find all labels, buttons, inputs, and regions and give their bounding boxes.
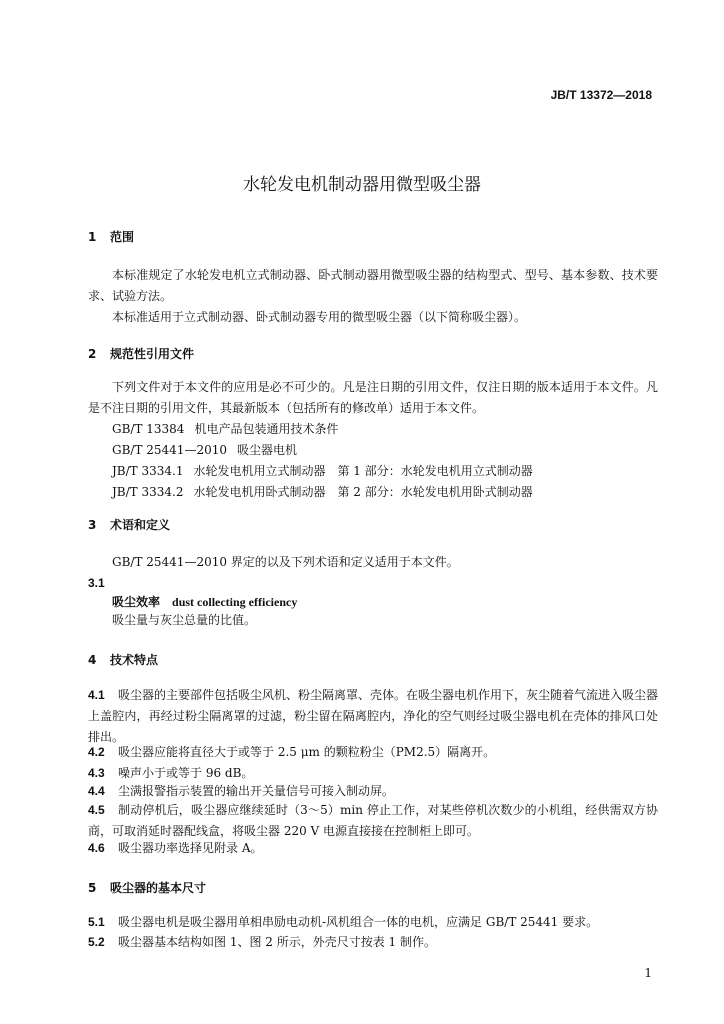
clause-item xyxy=(88,685,658,748)
term-number: 3.1 xyxy=(88,576,105,590)
section-number: 5 xyxy=(88,881,97,895)
clause-text: 吸尘器应能将直径大于或等于 2.5 μm 的颗粒粉尘（PM2.5）隔离开。 xyxy=(118,745,496,759)
reference-title: 水轮发电机用卧式制动器 第 2 部分：水轮发电机用卧式制动器 xyxy=(193,485,533,499)
clause-number: 4.5 xyxy=(88,803,105,817)
clause-text: 吸尘器电机是吸尘器用单相串励电动机-风机组合一体的电机，应满足 GB/T 25441 要求。 xyxy=(118,915,599,929)
section-1-paragraph-1: 本标准规定了水轮发电机立式制动器、卧式制动器用微型吸尘器的结构型式、型号、基本参数、技术要求、试验方法。 xyxy=(88,268,658,303)
section-1-heading xyxy=(88,228,134,245)
term-name-en: dust collecting efficiency xyxy=(172,595,298,609)
clause-number: 4.3 xyxy=(88,766,105,780)
term-definition: 吸尘量与灰尘总量的比值。 xyxy=(112,613,257,627)
reference-title: 水轮发电机用立式制动器 第 1 部分：水轮发电机用立式制动器 xyxy=(193,464,533,478)
section-title: 规范性引用文件 xyxy=(110,347,195,361)
clause-item xyxy=(88,932,658,953)
clause-number: 4.2 xyxy=(88,745,105,759)
reference-item xyxy=(112,461,533,482)
section-3-heading xyxy=(88,516,170,533)
clause-text: 吸尘器基本结构如图 1、图 2 所示，外壳尺寸按表 1 制作。 xyxy=(118,935,436,949)
clause-number: 5.1 xyxy=(88,915,105,929)
section-2-heading xyxy=(88,345,194,362)
clause-item xyxy=(88,838,658,859)
section-title: 技术特点 xyxy=(110,653,159,667)
section-title: 术语和定义 xyxy=(110,518,171,532)
section-2-paragraph-1: 下列文件对于本文件的应用是必不可少的。凡是注日期的引用文件，仅注日期的版本适用于本文件。凡是不注日期的引用文件，其最新版本（包括所有的修改单）适用于本文件。 xyxy=(88,380,658,415)
section-3-paragraph-1: GB/T 25441—2010 界定的以及下列术语和定义适用于本文件。 xyxy=(112,555,459,569)
reference-title: 吸尘器电机 xyxy=(236,443,297,457)
clause-text: 尘满报警指示装置的输出开关量信号可接入制动屏。 xyxy=(118,784,395,798)
clause-number: 4.6 xyxy=(88,841,105,855)
section-number: 4 xyxy=(88,653,97,667)
standard-code-header: JB/T 13372—2018 xyxy=(550,88,652,102)
section-number: 3 xyxy=(88,518,97,532)
reference-code: JB/T 3334.2 xyxy=(112,485,184,499)
reference-item xyxy=(112,440,297,461)
clause-number: 5.2 xyxy=(88,935,105,949)
reference-title: 机电产品包装通用技术条件 xyxy=(194,422,339,436)
reference-code: GB/T 25441—2010 xyxy=(112,443,227,457)
section-5-heading xyxy=(88,879,206,896)
reference-item xyxy=(112,482,533,503)
reference-code: JB/T 3334.1 xyxy=(112,464,184,478)
section-title: 范围 xyxy=(110,230,135,244)
clause-number: 4.4 xyxy=(88,784,105,798)
section-number: 1 xyxy=(88,230,97,244)
clause-item xyxy=(88,800,658,842)
clause-item xyxy=(88,742,658,763)
reference-item xyxy=(112,419,338,440)
page-number: 1 xyxy=(644,966,652,980)
section-number: 2 xyxy=(88,347,97,361)
clause-text: 噪声小于或等于 96 dB。 xyxy=(118,766,254,780)
clause-text: 制动停机后，吸尘器应继续延时（3～5）min 停止工作，对某些停机次数少的小机组，经供需双方协商，可取消延时器配线盒，将吸尘器 220 V 电源直接接在控制柜上即可。 xyxy=(88,803,658,838)
term-name-cn: 吸尘效率 xyxy=(112,595,161,609)
clause-text: 吸尘器的主要部件包括吸尘风机、粉尘隔离罩、壳体。在吸尘器电机作用下，灰尘随着气流进入吸尘器上盖腔内，再经过粉尘隔离罩的过滤，粉尘留在隔离腔内，净化的空气则经过吸尘器电机在壳体的排风口处排出。 xyxy=(88,688,659,744)
section-4-heading xyxy=(88,651,158,668)
reference-code: GB/T 13384 xyxy=(112,422,185,436)
section-1-paragraph-2: 本标准适用于立式制动器、卧式制动器专用的微型吸尘器（以下简称吸尘器）。 xyxy=(112,310,527,324)
clause-item xyxy=(88,781,658,802)
clause-number: 4.1 xyxy=(88,688,105,702)
clause-item xyxy=(88,912,658,933)
section-title: 吸尘器的基本尺寸 xyxy=(110,881,207,895)
clause-text: 吸尘器功率选择见附录 A。 xyxy=(118,841,263,855)
document-title: 水轮发电机制动器用微型吸尘器 xyxy=(243,175,481,195)
